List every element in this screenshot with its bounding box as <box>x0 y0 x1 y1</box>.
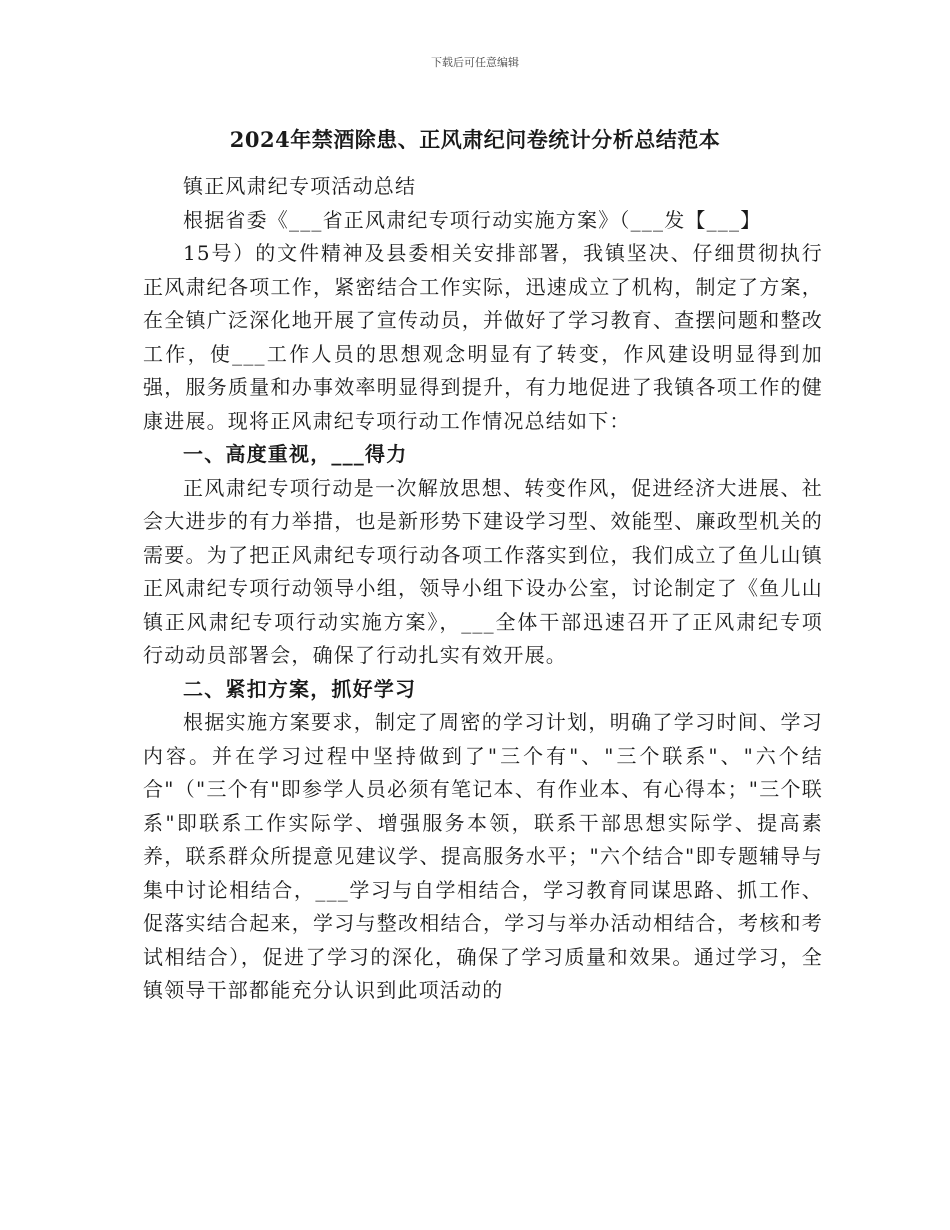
section-heading-1: 一、高度重视，___得力 <box>183 442 408 466</box>
document-body <box>143 170 823 1008</box>
paragraph-intro-body: 15号）的文件精神及县委相关安排部署，我镇坚决、仔细贯彻执行正风肃纪各项工作，紧密结合工作实际，迅速成立了机构，制定了方案，在全镇广泛深化地开展了宣传动员，并做好了学习教育、查摆问题和整改工作，使___工作人员的思想观念明显有了转变，作风建设明显得到加强，服务质量和办事效率明显得到提升，有力地促进了我镇各项工作的健康进展。现将正风肃纪专项行动工作情况总结如下： <box>143 241 823 433</box>
header-note: 下载后可任意编辑 <box>431 56 519 69</box>
paragraph-subtitle: 镇正风肃纪专项活动总结 <box>183 174 417 198</box>
paragraph-intro-line: 根据省委《___省正风肃纪专项行动实施方案》（___发【___】 <box>183 207 762 232</box>
paragraph-section-1: 正风肃纪专项行动是一次解放思想、转变作风，促进经济大进展、社会大进步的有力举措，也是新形势下建设学习型、效能型、廉政型机关的需要。为了把正风肃纪专项行动各项工作落实到位，我们成立了鱼儿山镇正风肃纪专项行动领导小组，领导小组下设办公室，讨论制定了《鱼儿山镇正风肃纪专项行动实施方案》，___全体干部迅速召开了正风肃纪专项行动动员部署会，确保了行动扎实有效开展。 <box>143 475 823 667</box>
paragraph-section-2: 根据实施方案要求，制定了周密的学习计划，明确了学习时间、学习内容。并在学习过程中坚持做到了"三个有"、"三个联系"、"六个结合"（"三个有"即参学人员必须有笔记本、有作业本、有心得本；"三个联系"即联系工作实际学、增强服务本领，联系干部思想实际学、提高素养，联系群众所提意见建议学、提高服务水平；"六个结合"即专题辅导与集中讨论相结合，___学习与自学相结合，学习教育同谋思路、抓工作、促落实结合起来，学习与整改相结合，学习与举办活动相结合，考核和考试相结合），促进了学习的深化，确保了学习质量和效果。通过学习，全镇领导干部都能充分认识到此项活动的 <box>143 710 823 1002</box>
section-heading-2: 二、紧扣方案，抓好学习 <box>183 676 417 701</box>
document-title: 2024年禁酒除患、正风肃纪问卷统计分析总结范本 <box>229 127 721 152</box>
